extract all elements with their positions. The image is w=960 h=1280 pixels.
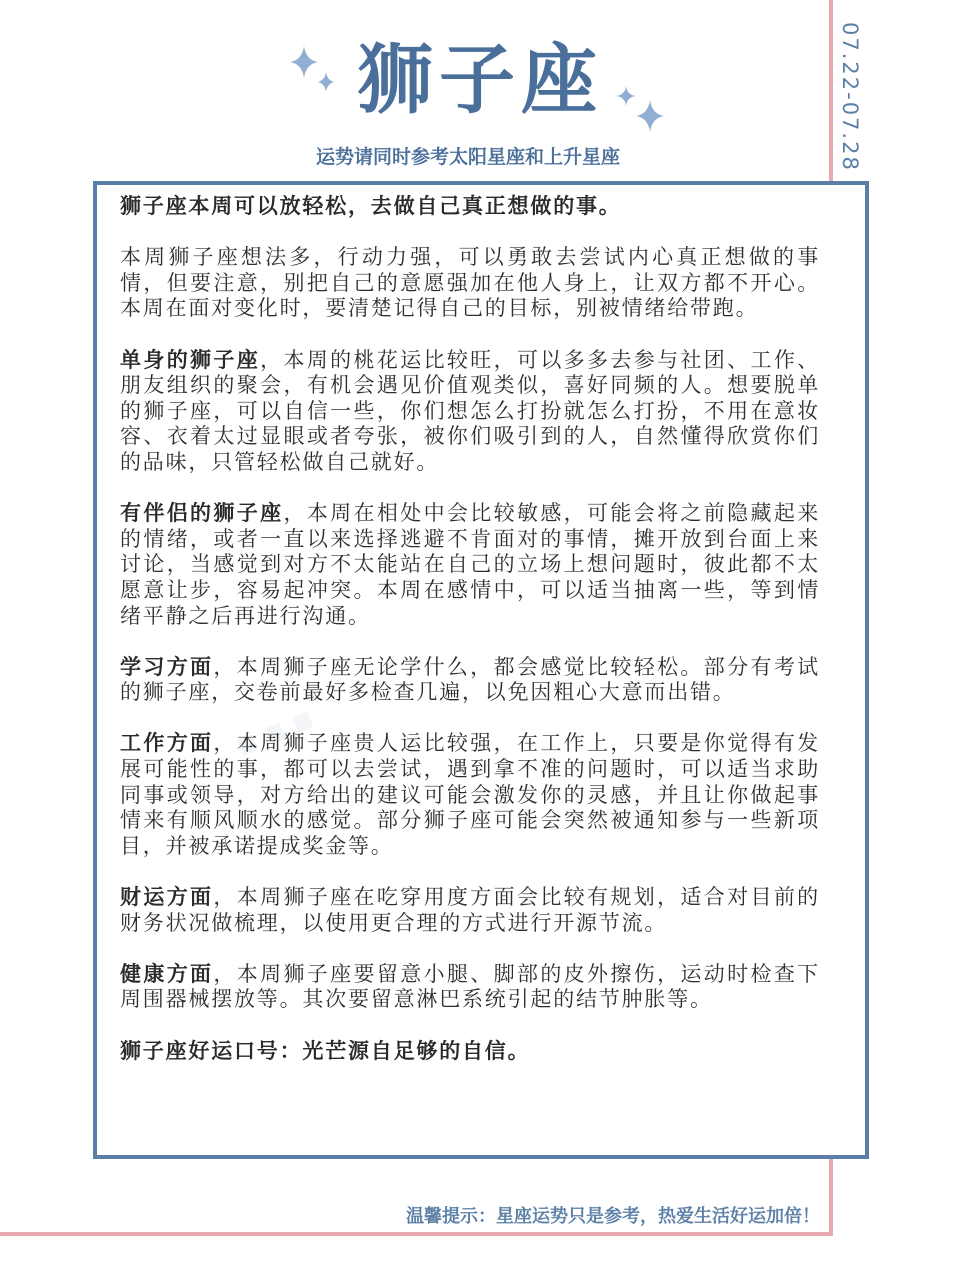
section-health: 健康方面，本周狮子座要留意小腿、脚部的皮外擦伤，运动时检查下周围器械摆放等。其次要留意淋巴系统引起的结节肿胀等。 (120, 961, 820, 1012)
slogan: 狮子座好运口号：光芒源自足够的自信。 (120, 1038, 531, 1063)
section-study: 学习方面，本周狮子座无论学什么，都会感觉比较轻松。部分有考试的狮子座，交卷前最好多检查几遍，以免因粗心大意而出错。 (120, 654, 820, 705)
horoscope-content (120, 194, 820, 1090)
headline: 狮子座本周可以放轻松，去做自己真正想做的事。 (120, 194, 622, 218)
footer-tip: 温馨提示：星座运势只是参考，热爱生活好运加倍！ (406, 1206, 820, 1227)
subtitle: 运势请同时参考太阳星座和上升星座 (315, 146, 620, 168)
section-partnered: 有伴侣的狮子座，本周在相处中会比较敏感，可能会将之前隐藏起来的情绪，或者一直以来选择逃避不肯面对的事情，摊开放到台面上来讨论，当感觉到对方不太能站在自己的立场上想问题时，彼此都不太愿意让步，容易起冲突。本周在感情中，可以适当抽离一些，等到情绪平静之后再进行沟通。 (120, 501, 820, 628)
page-title: 狮子座 (357, 35, 603, 124)
pink-horizontal-line (0, 1232, 833, 1236)
date-range: 07.22-07.28 (838, 22, 862, 172)
intro-paragraph: 本周狮子座想法多，行动力强，可以勇敢去尝试内心真正想做的事情，但要注意，别把自己的意愿强加在他人身上，让双方都不开心。本周在面对变化时，要清楚记得自己的目标，别被情绪给带跑。 (120, 245, 820, 321)
section-single: 单身的狮子座，本周的桃花运比较旺，可以多多去参与社团、工作、朋友组织的聚会，有机会遇见价值观类似，喜好同频的人。想要脱单的狮子座，可以自信一些，你们想怎么打扮就怎么打扮，不用在意妆容、衣着太过显眼或者夸张，被你们吸引到的人，自然懂得欣赏你们的品味，只管轻松做自己就好。 (120, 347, 820, 474)
section-work: 工作方面，本周狮子座贵人运比较强，在工作上，只要是你觉得有发展可能性的事，都可以去尝试，遇到拿不准的问题时，可以适当求助同事或领导，对方给出的建议可能会激发你的灵感，并且让你做起事情来有顺风顺水的感觉。部分狮子座可能会突然被通知参与一些新项目，并被承诺提成奖金等。 (120, 731, 820, 858)
watermark: ⋯ (213, 665, 347, 800)
section-finance: 财运方面，本周狮子座在吃穿用度方面会比较有规划，适合对目前的财务状况做梳理，以使用更合理的方式进行开源节流。 (120, 885, 820, 935)
